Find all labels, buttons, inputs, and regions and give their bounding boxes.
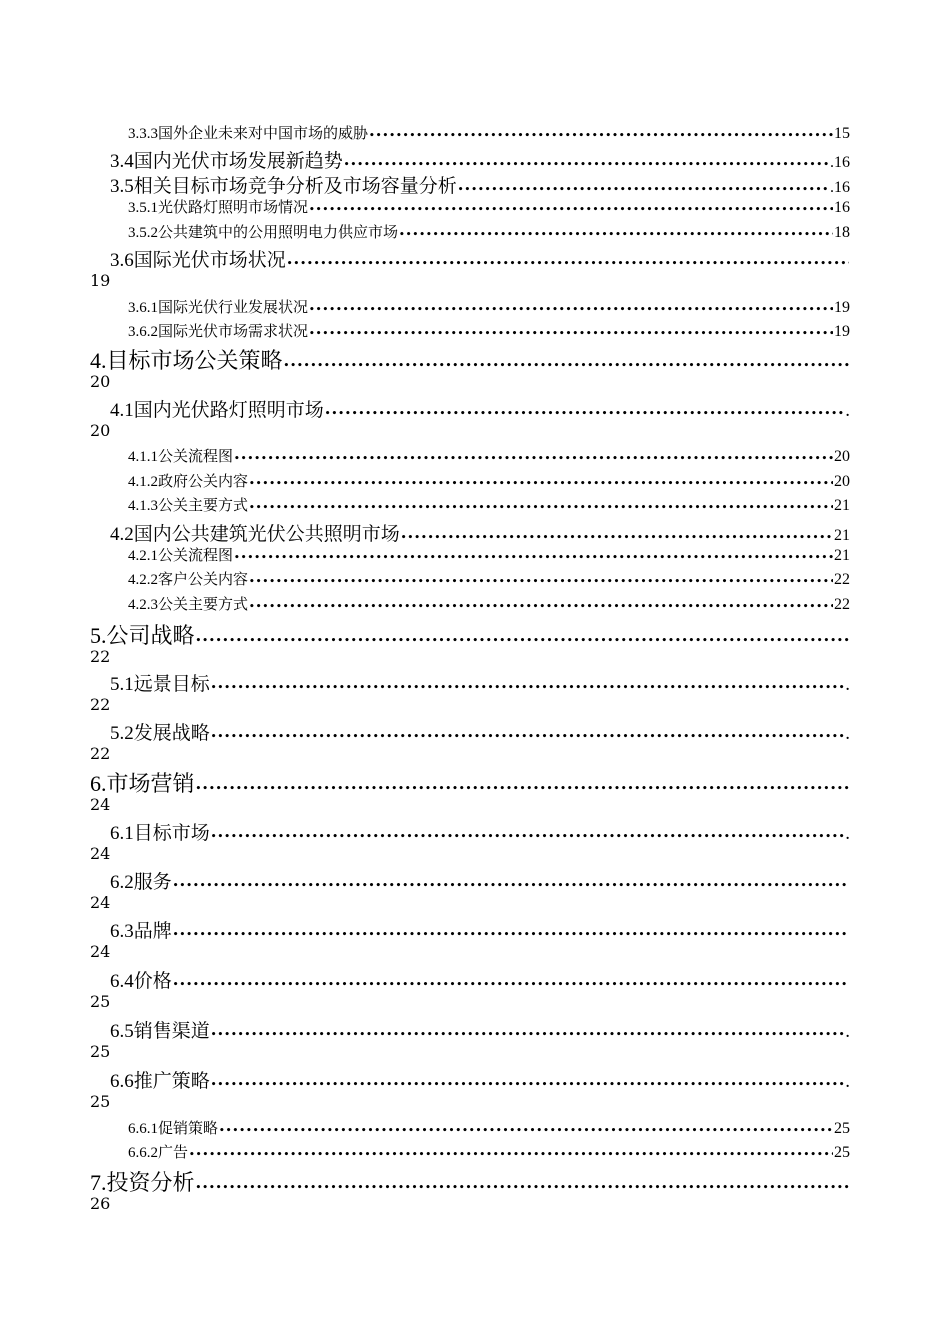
toc-entry[interactable]	[128, 1141, 850, 1163]
toc-page-number: .16	[830, 179, 850, 196]
toc-number: 3.4	[110, 151, 134, 172]
toc-number: 4.1	[110, 400, 134, 421]
toc-line	[128, 494, 850, 515]
toc-number: 6.1	[110, 823, 134, 844]
toc-title: 促销策略	[158, 1119, 219, 1137]
toc-number: 4.2.1	[128, 548, 158, 564]
toc-line	[110, 818, 850, 845]
dot-leader	[344, 160, 829, 170]
toc-page-number: 16	[834, 199, 850, 216]
toc-line	[110, 1066, 850, 1093]
toc-line	[110, 395, 850, 422]
toc-page-number: 22	[90, 647, 111, 666]
toc-page-number: 24	[90, 844, 111, 863]
leader-trail: .	[845, 674, 850, 695]
toc-number: 4.2.3	[128, 597, 158, 613]
dot-leader	[211, 732, 844, 742]
leader-trail: .	[845, 400, 850, 421]
toc-entry[interactable]	[110, 1016, 850, 1040]
toc-page-number: 25	[834, 1144, 850, 1161]
toc-number: 3.5	[110, 176, 134, 197]
toc-line	[128, 1141, 850, 1162]
toc-page-number: 22	[834, 571, 850, 588]
toc-line	[90, 619, 850, 650]
toc-title: 远景目标	[133, 673, 210, 695]
dot-leader	[196, 1183, 849, 1193]
toc-number: 3.6.1	[128, 300, 158, 316]
toc-page-number: 20	[90, 421, 111, 440]
toc-title: 公关流程图	[158, 546, 234, 564]
toc-line	[110, 171, 850, 198]
toc-title: 光伏路灯照明市场情况	[158, 198, 309, 216]
toc-number: 5.1	[110, 674, 134, 695]
toc-title: 国外企业未来对中国市场的威胁	[158, 124, 369, 142]
toc-title: 国内光伏市场发展新趋势	[133, 150, 343, 172]
toc-line	[128, 445, 850, 466]
toc-title: 公关流程图	[158, 447, 234, 465]
dot-leader	[249, 577, 833, 587]
toc-number: 4.	[90, 348, 107, 373]
dot-leader	[211, 832, 844, 842]
toc-page-number: 22	[90, 744, 111, 763]
toc-entry[interactable]	[90, 619, 850, 649]
toc-number: 6.6.1	[128, 1121, 158, 1137]
toc-line	[128, 320, 850, 341]
dot-leader	[325, 409, 844, 419]
toc-title: 销售渠道	[133, 1020, 210, 1042]
dot-leader	[211, 1030, 844, 1040]
toc-title: 国内光伏路灯照明市场	[133, 399, 324, 421]
dot-leader	[249, 602, 833, 612]
dot-leader	[399, 230, 833, 240]
toc-line	[110, 1016, 850, 1043]
toc-number: 6.6.2	[128, 1145, 158, 1161]
toc-entry[interactable]	[128, 296, 850, 318]
toc-line	[128, 1117, 850, 1138]
toc-entry[interactable]	[90, 767, 850, 797]
toc-line	[110, 916, 850, 943]
toc-page-number: 22	[90, 695, 111, 714]
dot-leader	[309, 305, 833, 315]
toc-entry[interactable]	[110, 916, 850, 940]
dot-leader	[234, 553, 833, 563]
toc-page-number: 20	[90, 372, 111, 391]
toc-number: 6.6	[110, 1071, 134, 1092]
toc-page-number: 18	[834, 224, 850, 241]
dot-leader	[309, 329, 833, 339]
toc-line	[110, 718, 850, 745]
toc-entry[interactable]	[128, 122, 850, 144]
leader-trail: .	[845, 723, 850, 744]
dot-leader	[284, 361, 849, 371]
toc-line	[110, 867, 850, 894]
toc-number: 5.2	[110, 723, 134, 744]
toc-line	[128, 593, 850, 614]
dot-leader	[234, 454, 833, 464]
dot-leader	[173, 930, 849, 940]
toc-entry[interactable]	[90, 1166, 850, 1196]
toc-title: 价格	[133, 970, 172, 992]
toc-title: 公共建筑中的公用照明电力供应市场	[158, 223, 399, 241]
toc-page-number: 25	[90, 992, 111, 1011]
dot-leader	[458, 185, 829, 195]
dot-leader	[249, 503, 833, 513]
dot-leader	[369, 131, 833, 141]
toc-title: 相关目标市场竞争分析及市场容量分析	[133, 175, 457, 197]
toc-number: 3.6	[110, 250, 134, 271]
dot-leader	[211, 683, 844, 693]
toc-number: 4.1.2	[128, 474, 158, 490]
toc-entry[interactable]	[128, 196, 850, 218]
toc-entry[interactable]	[110, 171, 850, 195]
toc-page-number: 25	[90, 1092, 111, 1111]
toc-number: 6.4	[110, 971, 134, 992]
toc-entry[interactable]	[128, 221, 850, 243]
toc-entry[interactable]	[110, 966, 850, 990]
dot-leader	[211, 1080, 844, 1090]
toc-title: 品牌	[133, 920, 172, 942]
toc-entry[interactable]	[110, 245, 850, 269]
toc-entry[interactable]	[90, 344, 850, 374]
toc-page-number: 15	[834, 125, 850, 142]
toc-line	[110, 519, 850, 546]
toc-title: 广告	[158, 1143, 189, 1161]
toc-line	[110, 966, 850, 993]
toc-entry[interactable]	[110, 669, 850, 693]
toc-number: 4.1.1	[128, 449, 158, 465]
toc-page-number: 22	[834, 596, 850, 613]
toc-page-number: 19	[90, 271, 111, 290]
toc-line	[128, 544, 850, 565]
toc-number: 3.5.1	[128, 200, 158, 216]
toc-title: 国内公共建筑光伏公共照明市场	[133, 523, 400, 545]
toc-page-number: 21	[834, 497, 850, 514]
toc-title: 国际光伏行业发展状况	[158, 298, 309, 316]
toc-line	[128, 196, 850, 217]
toc-entry[interactable]	[110, 395, 850, 419]
toc-entry[interactable]	[128, 445, 850, 467]
dot-leader	[173, 980, 849, 990]
toc-title: 客户公关内容	[158, 570, 249, 588]
toc-page-number: 25	[90, 1042, 111, 1061]
toc-title: 推广策略	[133, 1070, 210, 1092]
dot-leader	[219, 1126, 833, 1136]
toc-title: 目标市场	[133, 822, 210, 844]
toc-entry[interactable]	[110, 818, 850, 842]
toc-line	[90, 1166, 850, 1197]
toc-number: 3.6.2	[128, 324, 158, 340]
toc-entry[interactable]	[110, 146, 850, 170]
toc-entry[interactable]	[128, 470, 850, 492]
toc-number: 7.	[90, 1170, 107, 1195]
dot-leader	[309, 205, 833, 215]
toc-page-number: 19	[834, 323, 850, 340]
dot-leader	[401, 533, 833, 543]
toc-title: 国际光伏市场状况	[133, 249, 286, 271]
toc-number: 3.3.3	[128, 126, 158, 142]
toc-number: 6.	[90, 771, 107, 796]
toc-title: 投资分析	[106, 1171, 195, 1196]
leader-trail: .	[845, 1071, 850, 1092]
toc-page-number: 20	[834, 473, 850, 490]
toc-page-number: 24	[90, 893, 111, 912]
toc-entry[interactable]	[128, 593, 850, 615]
dot-leader	[196, 784, 849, 794]
toc-page-number: 20	[834, 448, 850, 465]
toc-title: 公司战略	[106, 624, 195, 649]
dot-leader	[287, 259, 849, 269]
dot-leader	[196, 636, 849, 646]
toc-page-number: 25	[834, 1120, 850, 1137]
toc-entry[interactable]	[128, 544, 850, 566]
toc-line	[110, 669, 850, 696]
toc-entry[interactable]	[110, 1066, 850, 1090]
toc-page-number: 21	[834, 527, 850, 544]
dot-leader	[173, 881, 849, 891]
toc-line	[128, 568, 850, 589]
toc-number: 5.	[90, 623, 107, 648]
toc-line	[110, 245, 850, 272]
toc-title: 公关主要方式	[158, 595, 249, 613]
toc-title: 国际光伏市场需求状况	[158, 322, 309, 340]
toc-line	[128, 221, 850, 242]
dot-leader	[249, 479, 833, 489]
toc-entry[interactable]	[110, 519, 850, 543]
toc-title: 市场营销	[106, 772, 195, 797]
toc-entry[interactable]	[128, 320, 850, 342]
toc-number: 3.5.2	[128, 225, 158, 241]
leader-trail: .	[845, 1021, 850, 1042]
toc-entry[interactable]	[128, 494, 850, 516]
toc-line	[90, 767, 850, 798]
toc-number: 4.2.2	[128, 572, 158, 588]
toc-page-number: 26	[90, 1194, 111, 1213]
toc-entry[interactable]	[110, 867, 850, 891]
toc-entry[interactable]	[110, 718, 850, 742]
toc-line	[128, 122, 850, 143]
toc-number: 6.3	[110, 921, 134, 942]
toc-page-number: .16	[830, 154, 850, 171]
toc-title: 目标市场公关策略	[106, 349, 283, 374]
toc-page-number: 24	[90, 942, 111, 961]
toc-entry[interactable]	[128, 568, 850, 590]
toc-title: 服务	[133, 871, 172, 893]
dot-leader	[189, 1150, 833, 1160]
toc-number: 6.5	[110, 1021, 134, 1042]
toc-line	[128, 470, 850, 491]
toc-line	[128, 296, 850, 317]
toc-line	[110, 146, 850, 173]
toc-title: 公关主要方式	[158, 496, 249, 514]
toc-page-number: 19	[834, 299, 850, 316]
toc-number: 6.2	[110, 872, 134, 893]
toc-title: 政府公关内容	[158, 472, 249, 490]
toc-entry[interactable]	[128, 1117, 850, 1139]
toc-number: 4.2	[110, 524, 134, 545]
toc-line	[90, 344, 850, 375]
leader-trail: .	[845, 823, 850, 844]
toc-page-number: 24	[90, 795, 111, 814]
toc-number: 4.1.3	[128, 498, 158, 514]
toc-title: 发展战略	[133, 722, 210, 744]
toc-page-number: 21	[834, 547, 850, 564]
